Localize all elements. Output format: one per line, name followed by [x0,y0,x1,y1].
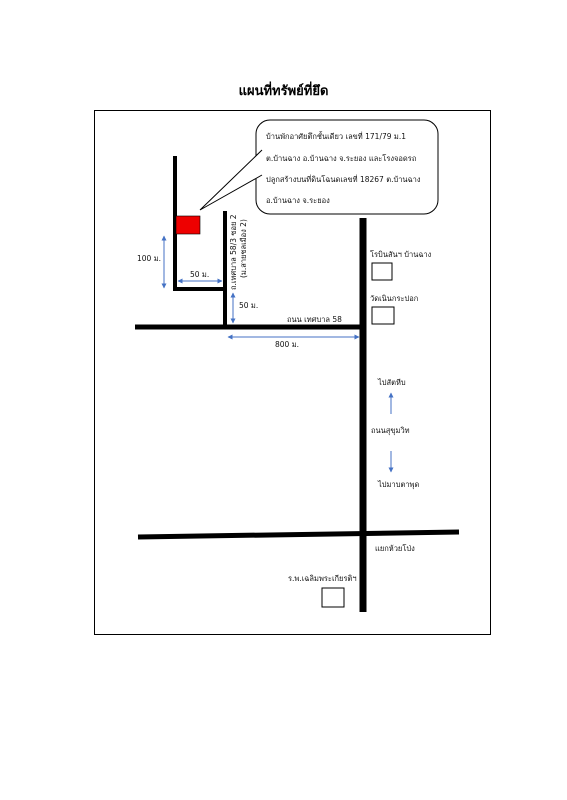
direction-north-label: ไปสัตหีบ [378,378,406,387]
landmark-box-hospital [322,588,344,607]
callout-line-2: ต.บ้านฉาง อ.บ้านฉาง จ.ระยอง และโรงจอดรถ [266,154,417,163]
distance-label-100: 100 ม. [137,254,162,263]
soi-alt-name-label: (ม.สายชลเมือง 2) [239,219,248,278]
callout-line-1: บ้านพักอาศัยตึกชั้นเดียว เลขที่ 171/79 ม.1 [266,132,406,141]
soi-name-label: ถ.เทศบาล 58/3 ซอย 2 [229,214,238,290]
callout-line-4: อ.บ้านฉาง จ.ระยอง [266,196,330,205]
distance-label-50-vertical: 50 ม. [239,301,259,310]
distance-label-800: 800 ม. [275,340,300,349]
callout-line-3: ปลูกสร้างบนที่ดินโฉนดเลขที่ 18267 ต.บ้านฉาง [266,175,421,184]
distance-label-50-horizontal: 50 ม. [190,270,210,279]
page-title: แผนที่ทรัพย์ที่ยึด [238,84,329,99]
landmark-label-robinson: โรบินสันฯ บ้านฉาง [370,250,432,259]
junction-road [138,532,459,537]
property-marker [176,216,200,234]
highway-label: ถนนสุขุมวิท [371,426,410,435]
main-road-label: ถนน เทศบาล 58 [287,315,342,324]
landmark-label-hospital: ร.พ.เฉลิมพระเกียรติฯ [288,574,357,583]
landmark-label-temple: วัดเนินกระปอก [370,294,419,303]
direction-south-label: ไปมาบตาพุด [378,480,420,489]
landmark-box-temple [372,307,394,324]
landmark-box-robinson [372,263,392,280]
junction-label: แยกห้วยโป่ง [375,544,415,553]
